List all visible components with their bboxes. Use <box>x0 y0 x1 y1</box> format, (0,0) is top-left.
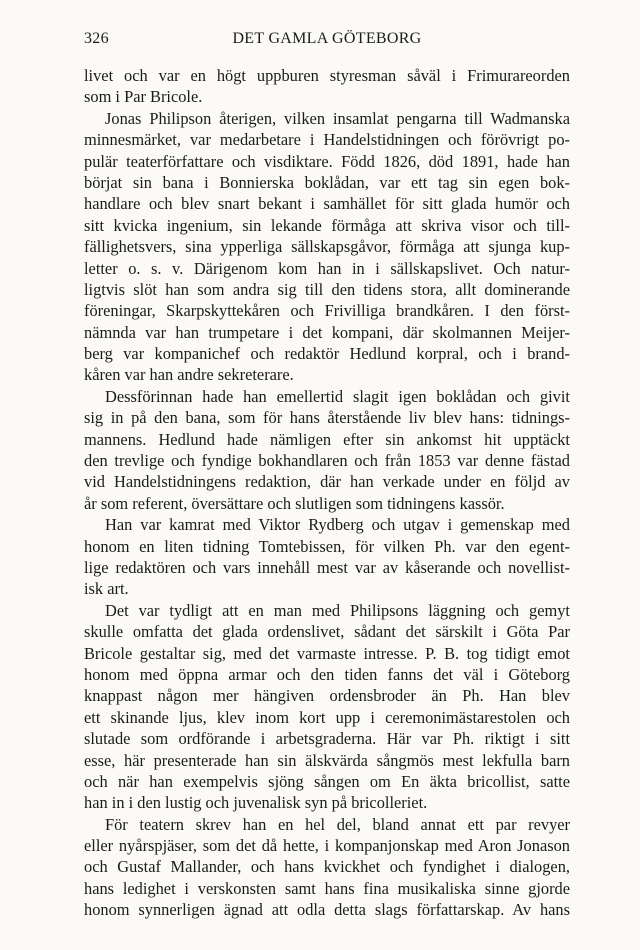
text-line: slutade som ordförande i arbetsgraderna. Här var Ph. riktigt i sitt <box>84 729 570 749</box>
text-line: Det var tydligt att en man med Philipsons läggning och gemyt <box>105 600 570 620</box>
text-line: den trevlige och fyndige bokhandlaren och från 1853 var denne fästad <box>84 451 570 471</box>
text-line: sitt kvicka ingenium, sin lekande förmåga att skriva visor och till- <box>84 215 570 235</box>
text-line: honom synnerligen ägnad att odla detta slags författarskap. Av hans <box>84 900 570 920</box>
text-line: skulle omfatta det glada ordenslivet, sådant det särskilt i Göta Par <box>84 622 570 642</box>
text-line: För teatern skrev han en hel del, bland annat ett par revyer <box>105 814 570 834</box>
body-text <box>84 65 570 921</box>
text-line: eller nyårspjäser, som det då hette, i kompanjonskap med Aron Jonason <box>84 836 570 856</box>
text-line: och när han exempelvis sjöng sången om En äkta bricollist, satte <box>84 771 570 791</box>
paragraph <box>84 108 570 386</box>
text-line: handlare och blev snart bekant i samhället för sitt glada humör och <box>84 194 570 214</box>
page-number: 326 <box>84 30 109 47</box>
text-line: Dessförinnan hade han emellertid slagit igen boklådan och givit <box>105 386 570 406</box>
text-line: ligtvis slöt han som andra sig till den tidens stora, allt dominerande <box>84 279 570 299</box>
text-line: esse, här presenterade han sin älskvärda sångmös mest lekfulla barn <box>84 750 570 770</box>
text-line: lige redaktören och vars innehåll mest var av kåserande och novellist- <box>84 557 570 577</box>
text-line: pulär teaterförfattare och visdiktare. Född 1826, död 1891, hade han <box>84 151 570 171</box>
text-line: honom med öppna armar och den tiden fanns det väl i Göteborg <box>84 664 570 684</box>
paragraph <box>84 386 570 514</box>
paragraph <box>84 514 570 600</box>
paragraph <box>84 600 570 814</box>
text-line: kåren var han andre sekreterare. <box>84 365 294 385</box>
text-line: hans ledighet i verskonsten samt hans fina musikaliska sinne gjorde <box>84 878 570 898</box>
page-header <box>84 30 570 52</box>
text-line: fällighetsvers, sina ypperliga sällskapsgåvor, förmåga att sjunga kup- <box>84 237 570 257</box>
running-title: DET GAMLA GÖTEBORG <box>232 30 422 47</box>
text-line: som i Par Bricole. <box>84 87 203 107</box>
text-line: Jonas Philipson återigen, vilken insamlat pengarna till Wadmanska <box>105 108 570 128</box>
text-line: börjat sin bana i Bonnierska boklådan, var ett tag sin egen bok- <box>84 172 570 192</box>
text-line: livet och var en högt uppburen styresman såväl i Frimurareorden <box>84 66 570 85</box>
text-line: år som referent, översättare och slutligen som tidningens kassör. <box>84 493 505 513</box>
text-line: vid Handelstidningens redaktion, där han verkade under en följd av <box>84 472 570 492</box>
text-line: berg var kompanichef och redaktör Hedlund korpral, och i brand- <box>84 344 570 364</box>
text-line: letter o. s. v. Därigenom kom han in i sällskapslivet. Och natur- <box>84 258 570 278</box>
text-line: isk art. <box>84 579 129 599</box>
paragraph <box>84 65 570 108</box>
text-line: föreningar, Skarpskyttekåren och Frivilliga brandkåren. I den först- <box>84 301 570 321</box>
paragraph <box>84 814 570 921</box>
text-line: honom en liten tidning Tomtebissen, för vilken Ph. var den egent- <box>84 536 570 556</box>
text-line: Han var kamrat med Viktor Rydberg och utgav i gemenskap med <box>105 515 570 535</box>
text-line: han in i den lustig och juvenalisk syn på bricolleriet. <box>84 793 428 813</box>
text-line: mannens. Hedlund hade nämligen efter sin ankomst hit upptäckt <box>84 429 570 449</box>
text-line: Bricole gestaltar sig, med det varmaste intresse. P. B. tog tidigt emot <box>84 643 570 663</box>
text-line: och Gustaf Mallander, och hans kvickhet och fyndighet i dialogen, <box>84 857 570 877</box>
text-line: knappast någon mer hängiven ordensbroder än Ph. Han blev <box>84 686 570 706</box>
text-line: nämnda var han trumpetare i det kompani, där skolmannen Meijer- <box>84 322 570 342</box>
text-line: minnesmärket, var medarbetare i Handelstidningen och förövrigt po- <box>84 130 570 150</box>
text-line: ett skinande ljus, klev inom kort upp i ceremonimästarestolen och <box>84 707 570 727</box>
text-line: sig in på den bana, som för hans återstående liv blev hans: tidnings- <box>84 408 570 428</box>
